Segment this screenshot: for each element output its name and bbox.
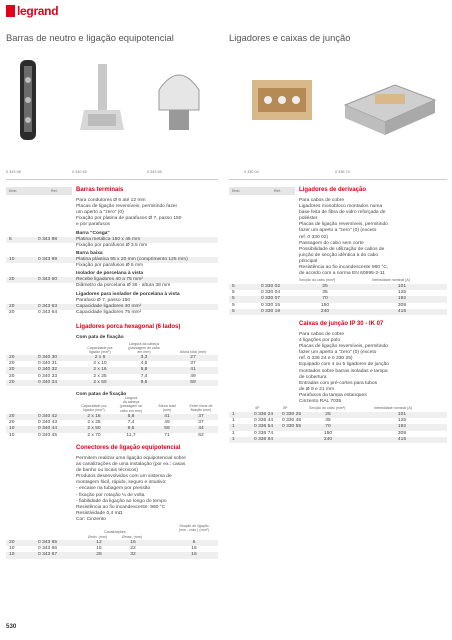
divider-left bbox=[6, 179, 218, 180]
porca-sem: Com pata de fixação bbox=[76, 335, 124, 340]
cell-r5: 0 330 55 bbox=[282, 424, 302, 430]
cell-c4: 37 bbox=[198, 420, 204, 426]
brand-name: legrand bbox=[17, 4, 59, 18]
cell-ref: 0 340 42 bbox=[38, 414, 58, 419]
cell-r4: 0 336 74 bbox=[254, 430, 274, 436]
porca-h3: Altura total (mm) bbox=[179, 350, 207, 354]
cell-c2: 101 bbox=[397, 284, 407, 289]
caixas-body: Para cabos de cobre 4 ligações por polo Placas de ligação reversíveis, permitindo fazer um aperto a "zero" (0) (exceto ref. 0 336 24 e 0 330 25) Equipado com 4 ou 5 ligadores de junção montados sobre barras isoladas e tampa de cobertura Entradas com pré-cortes para tubos de Ø 9 e 21 mm Parafusos da tampa estanques Cinzento RAL 7035 bbox=[299, 332, 389, 405]
porca-com: Com patas de fixação bbox=[76, 392, 127, 397]
cell-desc-2: Diâmetro da porcelana Ø 36 - altura 38 mm bbox=[76, 283, 171, 288]
cell-c1: 2 x 25 bbox=[93, 373, 107, 379]
cell-ref: 0 340 32 bbox=[38, 367, 58, 373]
cell-c3: 37 bbox=[190, 361, 196, 367]
barras-sub4: Ligadores para isolador de porcelana à vista bbox=[76, 292, 180, 297]
cell-r4: 0 336 54 bbox=[254, 424, 274, 430]
equip-h-can: Canalizações bbox=[104, 530, 126, 534]
cell-c2: 3,3 bbox=[140, 355, 148, 360]
deriv-body: Para cabos de cobre Ligadores monobloco montados numa base feita de fibra de vidro reforçada de poliéster Placas de ligação reversíveis, permitindo fazer um aperto a "zero" (0) (exceto ref. 0 330 02) Passagem do cabo sem corte Possibilidade de utilização de cabos de junção de secção idêntica à do cabo principal Resistência ao fio incandescente 960 °C, de acordo com a norma EN 60695-2-11 bbox=[299, 198, 389, 277]
cell-ref: 0 343 64 bbox=[38, 310, 58, 315]
section-title-porca: Ligadores porca hexagonal (6 lados) bbox=[76, 324, 181, 330]
cell-emb: 5 bbox=[232, 308, 235, 314]
cell-emb: 20 bbox=[9, 373, 15, 379]
cell-c2: 192 bbox=[397, 424, 407, 430]
cell-ref: 0 340 31 bbox=[38, 361, 58, 367]
cell-desc-2: Fixação por parafusos Ø 3,5 mm bbox=[76, 243, 148, 248]
cell-ref: 0 343 98 bbox=[38, 237, 58, 242]
cell-c1: 150 bbox=[323, 430, 333, 436]
cell-desc: Platina plástica 95 x 20 mm (comprimento 125 mm) bbox=[76, 257, 188, 262]
barras-sub4b: Parafuso Ø 7, passo 150 bbox=[76, 298, 131, 303]
col-ref: Ref. bbox=[274, 189, 281, 193]
cell-r4: 0 336 24 bbox=[254, 412, 274, 417]
cell-emb: 20 bbox=[9, 420, 15, 426]
cell-c1: 70 bbox=[322, 296, 328, 302]
deriv-h1: Secção do cabo (mm²) bbox=[299, 278, 336, 282]
caixas-h2: Intensidade nominal (A) bbox=[374, 406, 412, 410]
cell-r5: 0 330 25 bbox=[282, 412, 302, 417]
cell-c1: 12 bbox=[96, 540, 102, 545]
cell-c2: 4,5 bbox=[140, 361, 148, 367]
cell-desc: Capacidade ligadores 75 mm² bbox=[76, 310, 142, 315]
cell-emb: 20 bbox=[9, 310, 15, 315]
section-title-barras: Barras terminais bbox=[76, 187, 124, 193]
cell-c3: 49 bbox=[164, 420, 170, 426]
cell-c2: 9,5 bbox=[127, 426, 135, 432]
cell-c2: 5,8 bbox=[140, 367, 148, 373]
cell-emb: 1 bbox=[232, 412, 235, 417]
barras-sub1: Barra "Cosga" bbox=[76, 231, 110, 236]
cell-ref: 0 340 43 bbox=[38, 420, 58, 426]
cell-c4: 62 bbox=[198, 432, 204, 438]
cell-ref: 0 343 99 bbox=[38, 257, 58, 262]
barras-intro: Para condutores Ø 6 até 12 mm Placas de ligação reversíveis, permitindo fazer um aperto a "zero" (0) Fixação por platina de parafusos Ø 7, passo 150 e por parafusos bbox=[76, 198, 182, 228]
col-emb: Emb. bbox=[9, 189, 18, 193]
cell-c1: 25 bbox=[325, 412, 331, 417]
photo-ligador-porca bbox=[72, 50, 132, 150]
cell-c2: 101 bbox=[397, 412, 407, 417]
cell-ref: 0 330 19 bbox=[261, 308, 281, 314]
col-emb: Emb. bbox=[232, 189, 241, 193]
cell-c1: 2 x 6 bbox=[94, 355, 106, 360]
photo-barra-cosga bbox=[6, 50, 51, 150]
cell-emb: 20 bbox=[9, 277, 15, 282]
photo-ref-1: 0 343 98 bbox=[6, 170, 21, 174]
col-ref: Ref. bbox=[51, 189, 58, 193]
barras-sub2: Barra baixa bbox=[76, 251, 103, 256]
brand-mark bbox=[6, 5, 15, 17]
cell-c3: 41 bbox=[190, 367, 196, 373]
section-title-equip: Conectores de ligação equipotencial bbox=[76, 445, 181, 451]
cell-c2: 125 bbox=[397, 418, 407, 424]
cell-ref: 0 340 34 bbox=[38, 379, 58, 385]
cell-c2: 9,5 bbox=[140, 379, 148, 385]
porca-k4: Entre eixos de fixação (mm) bbox=[189, 404, 213, 413]
cell-r5: 0 330 45 bbox=[282, 418, 302, 424]
cell-c1: 2 x 10 bbox=[93, 361, 107, 367]
porca-k3: Altura total (mm) bbox=[158, 404, 176, 413]
cell-emb: 20 bbox=[9, 361, 15, 367]
cell-c3: 41 bbox=[164, 414, 170, 419]
photo-conector-equipotencial bbox=[147, 50, 212, 150]
cell-c1: 2 x 25 bbox=[87, 420, 101, 426]
equip-h-max: Ømax. (mm) bbox=[122, 535, 142, 539]
cell-c3: 71 bbox=[164, 432, 170, 438]
cell-c3: 6 bbox=[192, 540, 196, 545]
cell-c1: 2 x 16 bbox=[87, 414, 101, 419]
cell-emb: 20 bbox=[9, 540, 15, 545]
caixas-h1: Secção do cabo (mm²) bbox=[309, 406, 346, 410]
cell-desc: Recebe ligadores 40 a 75 mm² bbox=[76, 277, 143, 282]
photo-caixa-juncao bbox=[335, 50, 445, 150]
cell-emb: 1 bbox=[232, 436, 235, 442]
cell-emb: 10 bbox=[9, 546, 15, 552]
cell-emb: 1 bbox=[232, 430, 235, 436]
cell-ref: 0 340 45 bbox=[38, 432, 58, 438]
cell-emb: 10 bbox=[9, 257, 15, 262]
caixas-h5p: 5P bbox=[283, 406, 288, 410]
cell-desc-2: Fixação por parafusos Ø 5 mm bbox=[76, 263, 144, 268]
cell-c3: 49 bbox=[190, 373, 196, 379]
cell-desc: Platina metálica 150 x 45 mm bbox=[76, 237, 141, 242]
porca-k2: Largura da cabeça (passagem do cabo em mm) bbox=[119, 396, 143, 413]
cell-c1: 240 bbox=[320, 308, 330, 314]
cell-c2: 32 bbox=[130, 552, 136, 558]
cell-emb: 5 bbox=[232, 284, 235, 289]
header-right: Ligadores e caixas de junção bbox=[229, 32, 351, 43]
cell-c2: 415 bbox=[397, 308, 407, 314]
cell-desc: Capacidade ligadores 40 mm² bbox=[76, 304, 142, 309]
deriv-h2: Intensidade nominal (A) bbox=[372, 278, 410, 282]
cell-ref: 0 343 67 bbox=[38, 552, 58, 558]
cell-c2: 5,8 bbox=[127, 414, 135, 419]
cell-ref: 0 330 02 bbox=[261, 284, 281, 289]
cell-ref: 0 330 15 bbox=[261, 302, 281, 308]
cell-c4: 44 bbox=[198, 426, 204, 432]
cell-c3: 27 bbox=[190, 355, 196, 360]
porca-h1: Capacidade por ligador (mm²) bbox=[87, 346, 113, 355]
cell-c2: 125 bbox=[397, 290, 407, 296]
section-title-deriv: Ligadores de derivação bbox=[299, 187, 367, 193]
cell-c1: 35 bbox=[325, 418, 331, 424]
equip-h-sec: Secção de ligação (mm - máx.) (mm²) bbox=[179, 524, 209, 533]
cell-c2: 309 bbox=[397, 302, 407, 308]
cell-emb: 20 bbox=[9, 379, 15, 385]
cell-emb: 5 bbox=[9, 237, 12, 242]
cell-emb: 20 bbox=[9, 414, 15, 419]
photo-ref-3: 0 343 65 bbox=[147, 170, 162, 174]
porca-k1: Capacidade por ligador (mm²) bbox=[81, 404, 107, 413]
cell-emb: 20 bbox=[9, 355, 15, 360]
cell-ref: 0 330 07 bbox=[261, 296, 281, 302]
table-header-right bbox=[229, 187, 295, 195]
photo-ref-5: 0 336 74 bbox=[335, 170, 350, 174]
photo-ref-2: 0 340 45 bbox=[72, 170, 87, 174]
cell-c2: 415 bbox=[397, 436, 407, 442]
cell-c1: 150 bbox=[320, 302, 330, 308]
porca-h2: Largura da cabeça (passagem do cabo em mm) bbox=[128, 342, 160, 355]
barras-sub3: Isolador de porcelana à vista bbox=[76, 271, 144, 276]
equip-h-min: Ømin. (mm) bbox=[88, 535, 107, 539]
page-number: 530 bbox=[6, 623, 17, 630]
cell-ref: 0 330 04 bbox=[261, 290, 281, 296]
equip-body: Permitem realizar uma ligação equipotencial sobre as canalizações de uma instalação (por ex.: casas de banho ou locais técnicos) Produtos desenvolvidos com um sistema de montagem fácil, rápido, seguro e intuitivo: - encaixe na tubagem por pressão - fixação por rotação ¼ de volta - fiabilidade da ligação ao longo do tempo Resistência ao fio incandescente: 960 °C Resistividade 0,4 mΩ Cor: Cinzento bbox=[76, 456, 186, 522]
cell-ref: 0 343 60 bbox=[38, 277, 58, 282]
cell-ref: 0 340 33 bbox=[38, 373, 58, 379]
cell-c1: 15 bbox=[96, 546, 102, 552]
cell-emb: 10 bbox=[9, 432, 15, 438]
cell-ref: 0 343 63 bbox=[38, 304, 58, 309]
cell-ref: 0 340 30 bbox=[38, 355, 58, 360]
cell-c3: 59 bbox=[190, 379, 196, 385]
cell-c2: 192 bbox=[397, 296, 407, 302]
cell-emb: 1 bbox=[232, 418, 235, 424]
caixas-h4p: 4P bbox=[255, 406, 260, 410]
cell-c3: 16 bbox=[191, 552, 197, 558]
photo-ref-4: 0 330 04 bbox=[244, 170, 259, 174]
cell-emb: 10 bbox=[9, 552, 15, 558]
cell-c1: 2 x 16 bbox=[93, 367, 107, 373]
photo-ligador-derivacao bbox=[244, 50, 320, 150]
cell-c1: 70 bbox=[325, 424, 331, 430]
cell-emb: 5 bbox=[232, 296, 235, 302]
cell-r4: 0 336 44 bbox=[254, 418, 274, 424]
cell-c3: 16 bbox=[191, 546, 197, 552]
cell-c1: 240 bbox=[323, 436, 333, 442]
cell-c1: 2 x 50 bbox=[93, 379, 107, 385]
cell-c2: 16 bbox=[130, 540, 136, 545]
cell-emb: 1 bbox=[232, 424, 235, 430]
cell-c1: 2 x 50 bbox=[87, 426, 101, 432]
cell-c2: 22 bbox=[130, 546, 136, 552]
cell-c1: 25 bbox=[322, 284, 328, 289]
section-title-caixas: Caixas de junção IP 30 - IK 07 bbox=[299, 321, 384, 327]
table-header-left bbox=[6, 187, 72, 195]
cell-c1: 2 x 70 bbox=[87, 432, 101, 438]
header-left: Barras de neutro e ligação equipotencial bbox=[6, 32, 174, 43]
cell-emb: 5 bbox=[232, 290, 235, 296]
cell-c3: 59 bbox=[164, 426, 170, 432]
cell-ref: 0 343 66 bbox=[38, 546, 58, 552]
cell-c2: 309 bbox=[397, 430, 407, 436]
cell-c1: 28 bbox=[96, 552, 102, 558]
cell-ref: 0 340 44 bbox=[38, 426, 58, 432]
cell-emb: 20 bbox=[9, 367, 15, 373]
brand-logo bbox=[6, 4, 58, 18]
cell-emb: 20 bbox=[9, 304, 15, 309]
cell-c2: 7,4 bbox=[140, 373, 148, 379]
cell-r4: 0 336 84 bbox=[254, 436, 274, 442]
cell-ref: 0 343 65 bbox=[38, 540, 58, 545]
cell-c2: 7,4 bbox=[127, 420, 135, 426]
cell-emb: 5 bbox=[232, 302, 235, 308]
cell-c1: 35 bbox=[322, 290, 328, 296]
cell-c2: 11,7 bbox=[126, 432, 136, 438]
cell-emb: 10 bbox=[9, 426, 15, 432]
cell-c4: 37 bbox=[198, 414, 204, 419]
divider-right bbox=[229, 179, 447, 180]
